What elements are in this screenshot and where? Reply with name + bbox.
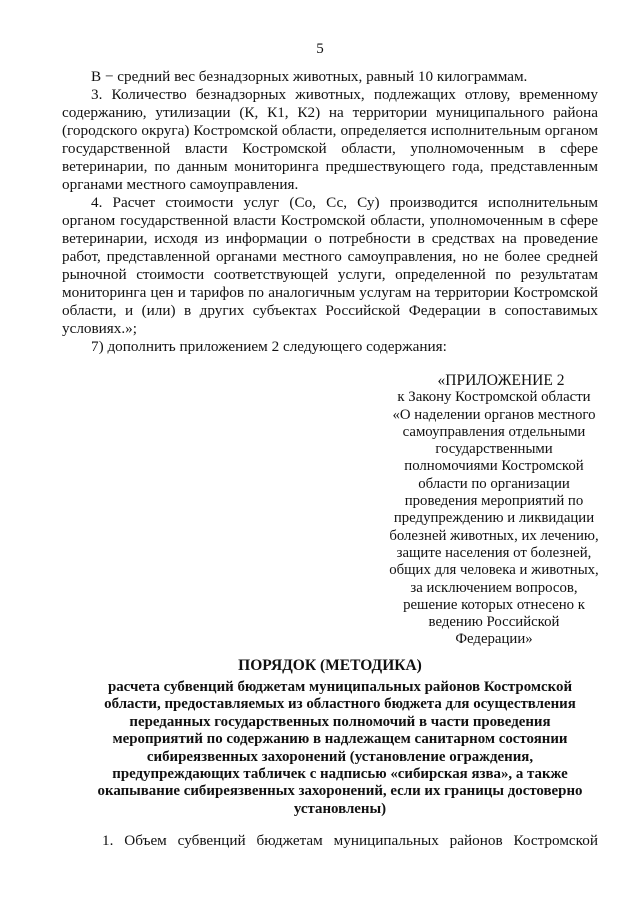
appendix-line: общих для человека и животных,: [389, 562, 599, 579]
method-title: ПОРЯДОК (МЕТОДИКА): [238, 657, 422, 674]
paragraph-item-4: 4. Расчет стоимости услуг (Со, Сс, Су) производится исполнительным органом государственной власти Костромской области, уполномоченным в сфере ветеринарии, исходя из информации о потребности в средствах на проведение работ, представленной органами местного самоуправления, но не более средней рыночной стоимости соответствующей услуги, определенной по результатам мониторинга цен и тарифов по аналогичным услугам на территории Костромской области, и (или) в других субъектах Российской Федерации в сопоставимых условиях.»;: [62, 194, 598, 337]
method-subtitle: [90, 679, 590, 818]
appendix-block: [376, 372, 612, 649]
method-subtitle-line: установлены): [293, 800, 387, 817]
appendix-heading: «ПРИЛОЖЕНИЕ 2: [437, 372, 565, 389]
appendix-line: предупреждению и ликвидации: [393, 510, 595, 527]
method-subtitle-line: расчета субвенций бюджетам муниципальных районов Костромской: [107, 679, 573, 695]
method-subtitle-line: окапывание сибиреязвенных захоронений, если их границы достоверно: [97, 783, 583, 800]
appendix-line: ведению Российской: [428, 614, 560, 631]
appendix-line: «О наделении органов местного: [392, 406, 596, 423]
method-subtitle-line: сибиреязвенных захоронений (установление ограждения,: [146, 748, 534, 765]
method-subtitle-line: переданных государственных полномочий в части проведения: [129, 713, 551, 730]
paragraph-average-weight: В − средний вес безнадзорных животных, равный 10 килограммам.: [91, 68, 528, 85]
appendix-line: болезней животных, их лечению,: [389, 527, 599, 544]
method-subtitle-line: области, предоставляемых из областного бюджета для осуществления: [104, 696, 576, 713]
appendix-line: самоуправления отдельными: [402, 423, 586, 440]
appendix-line: за исключением вопросов,: [410, 579, 578, 596]
page-number: 5: [316, 41, 324, 57]
appendix-line: полномочиями Костромской: [404, 458, 584, 475]
paragraph-method-item-1: 1. Объем субвенций бюджетам муниципальных районов Костромской: [102, 832, 598, 849]
body-text: [62, 68, 598, 356]
appendix-line: государственными: [435, 441, 553, 458]
appendix-line: проведения мероприятий по: [404, 493, 584, 510]
appendix-line: к Закону Костромской области: [397, 389, 591, 406]
method-subtitle-line: мероприятий по содержанию в надлежащем санитарном состоянии: [112, 731, 568, 748]
paragraph-item-7: 7) дополнить приложением 2 следующего содержания:: [91, 338, 447, 355]
appendix-line: решение которых отнесено к: [403, 596, 585, 613]
method-subtitle-line: предупреждающих табличек с надписью «сибирская язва», а также: [112, 766, 568, 783]
appendix-line: области по организации: [418, 475, 570, 492]
appendix-line: защите населения от болезней,: [396, 544, 592, 561]
appendix-line: Федерации»: [455, 631, 533, 648]
paragraph-item-3: 3. Количество безнадзорных животных, подлежащих отлову, временному содержанию, утилизации (К, К1, К2) на территории муниципального района (городского округа) Костромской области, определяется исполнительным органом государственной власти Костромской области, уполномоченным в сфере ветеринарии, по данным мониторинга предшествующего года, представленным органами местного самоуправления.: [62, 86, 598, 193]
